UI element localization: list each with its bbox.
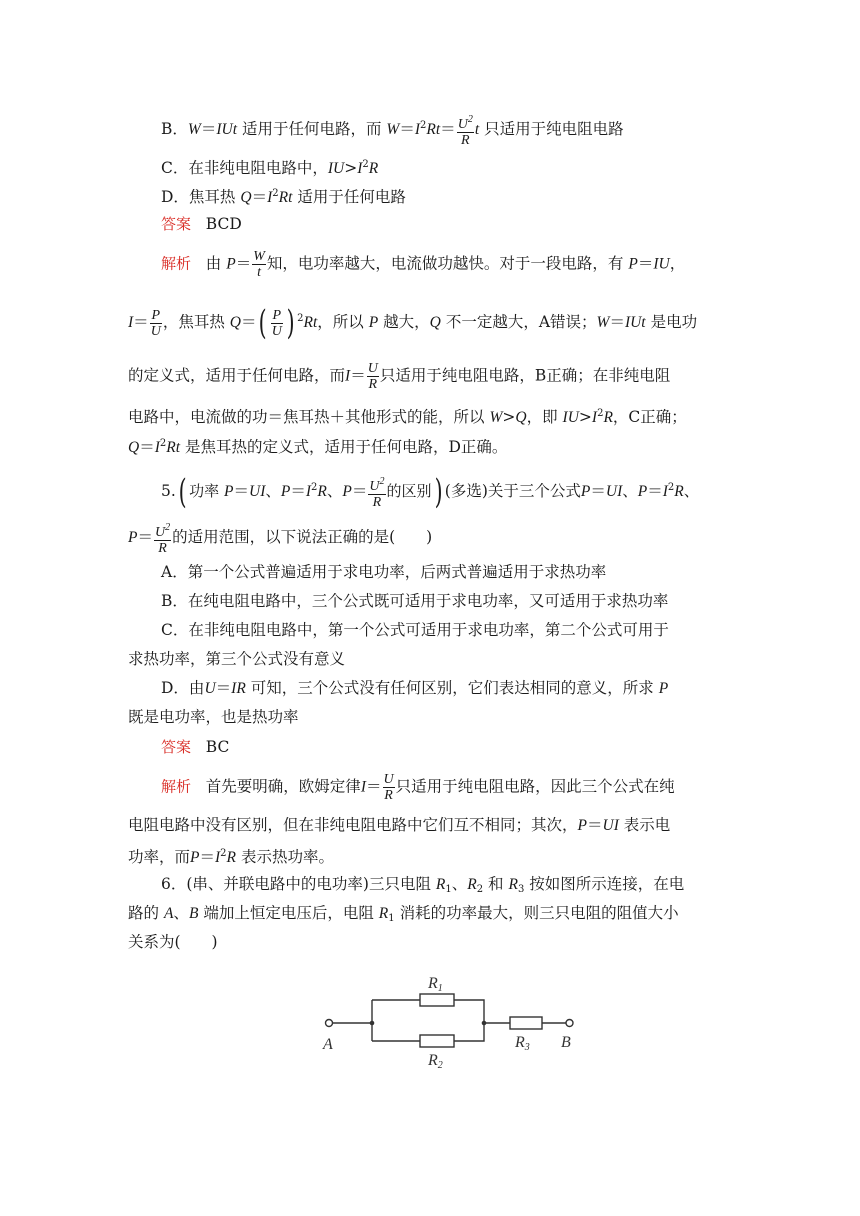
analysis-label: 解析 bbox=[161, 254, 192, 273]
answer-value: BCD bbox=[205, 215, 242, 233]
analysis-label: 解析 bbox=[161, 777, 192, 796]
q4-option-b: B．W＝IUt 适用于任何电路，而 $W=I^2Rt=$ $\frac{U^2}{R}$ t 只适用于纯电阻电路 bbox=[161, 114, 624, 148]
label-r1: R1 bbox=[428, 975, 443, 994]
answer-label: 答案 bbox=[161, 738, 192, 756]
label-r3: R3 bbox=[515, 1034, 530, 1053]
q4-analysis-line-2: I＝ $\frac{P}{U}$ ，焦耳热 Q＝( $\frac{P}{U}$ ) $^2$Rt，所以 P 越大，Q 不一定越大，A错误；W＝IUt 是电功 bbox=[128, 303, 698, 343]
q6-stem-line-2: 路的 A、B 端加上恒定电压后，电阻 $R_1$ 消耗的功率最大，则三只电阻的阻值大小 bbox=[128, 904, 679, 924]
q5-analysis-line-1: 解析 首先要明确，欧姆定律I＝ $\frac{U}{R}$ 只适用于纯电阻电路，因此三个公式在纯 bbox=[161, 772, 675, 803]
terminal-b bbox=[566, 1020, 573, 1027]
q5-option-a: A．第一个公式普遍适用于求电功率，后两式普遍适用于求热功率 bbox=[161, 563, 607, 581]
resistor-r3 bbox=[510, 1017, 542, 1029]
q5-option-c-line-1: C．在非纯电阻电路中，第一个公式可适用于求电功率，第二个公式可用于 bbox=[161, 621, 669, 639]
label-a: A bbox=[323, 1036, 333, 1053]
q4-answer bbox=[161, 213, 242, 235]
circuit-diagram bbox=[310, 968, 600, 1078]
answer-value: BC bbox=[205, 738, 230, 756]
q5-option-b: B．在纯电阻电路中，三个公式既可适用于求电功率，又可适用于求热功率 bbox=[161, 592, 669, 610]
q6-stem-line-3: 关系为( ) bbox=[128, 933, 218, 951]
terminal-a bbox=[326, 1020, 333, 1027]
answer-label: 答案 bbox=[161, 215, 192, 233]
q5-option-c-line-2: 求热功率，第三个公式没有意义 bbox=[128, 650, 346, 668]
q5-option-d-line-2: 既是电功率，也是热功率 bbox=[128, 708, 299, 726]
q5-analysis-line-3: 功率，而$P=I^2R$ 表示热功率。 bbox=[128, 848, 334, 866]
label-b: B bbox=[561, 1034, 571, 1051]
q5-option-d-line-1: D．由U＝IR 可知，三个公式没有任何区别，它们表达相同的意义，所求 P bbox=[161, 679, 669, 697]
resistor-r2 bbox=[420, 1035, 454, 1047]
wire-right-junction bbox=[454, 1000, 484, 1041]
junction-left bbox=[370, 1021, 375, 1026]
q4-option-d: D．焦耳热 $Q=I^2Rt$ 适用于任何电路 bbox=[161, 188, 406, 206]
junction-right bbox=[482, 1021, 487, 1026]
q4-analysis-line-3: 的定义式，适用于任何电路，而I＝ $\frac{U}{R}$ 只适用于纯电阻电路，B正确；在非纯电阻 bbox=[128, 361, 671, 392]
q4-option-c: C．在非纯电阻电路中，$IU>I^2R$ bbox=[161, 159, 379, 177]
q6-stem-line-1: 6．(串、并联电路中的电功率)三只电阻 $R_1$、$R_2$ 和 $R_3$ 按如图所示连接，在电 bbox=[161, 875, 685, 895]
q5-stem-line-2: P＝ $\frac{U^2}{R}$ 的适用范围，以下说法正确的是( ) bbox=[128, 522, 433, 556]
q5-stem-line-1: 5.( 功率 P＝UI、$P=I^2R$、P＝ $\frac{U^2}{R}$ 的区别) (多选)关于三个公式P＝UI、$P=I^2R$、 bbox=[161, 472, 700, 512]
q5-answer bbox=[161, 736, 229, 758]
q4-analysis-line-5: $Q=I^2Rt$ 是焦耳热的定义式，适用于任何电路，D正确。 bbox=[128, 438, 508, 456]
q4-analysis-line-1: 解析 由 P＝ $\frac{W}{t}$ 知，电功率越大，电流做功越快。对于一段电路，有 P＝IU， bbox=[161, 249, 686, 280]
q4-analysis-line-4: 电路中，电流做的功＝焦耳热＋其他形式的能，所以 W>Q，即 $IU>I^2R$，C正确； bbox=[128, 408, 687, 426]
label-r2: R2 bbox=[428, 1052, 443, 1071]
q5-analysis-line-2: 电阻电路中没有区别，但在非纯电阻电路中它们互不相同；其次，P＝UI 表示电 bbox=[128, 816, 671, 834]
resistor-r1 bbox=[420, 994, 454, 1006]
